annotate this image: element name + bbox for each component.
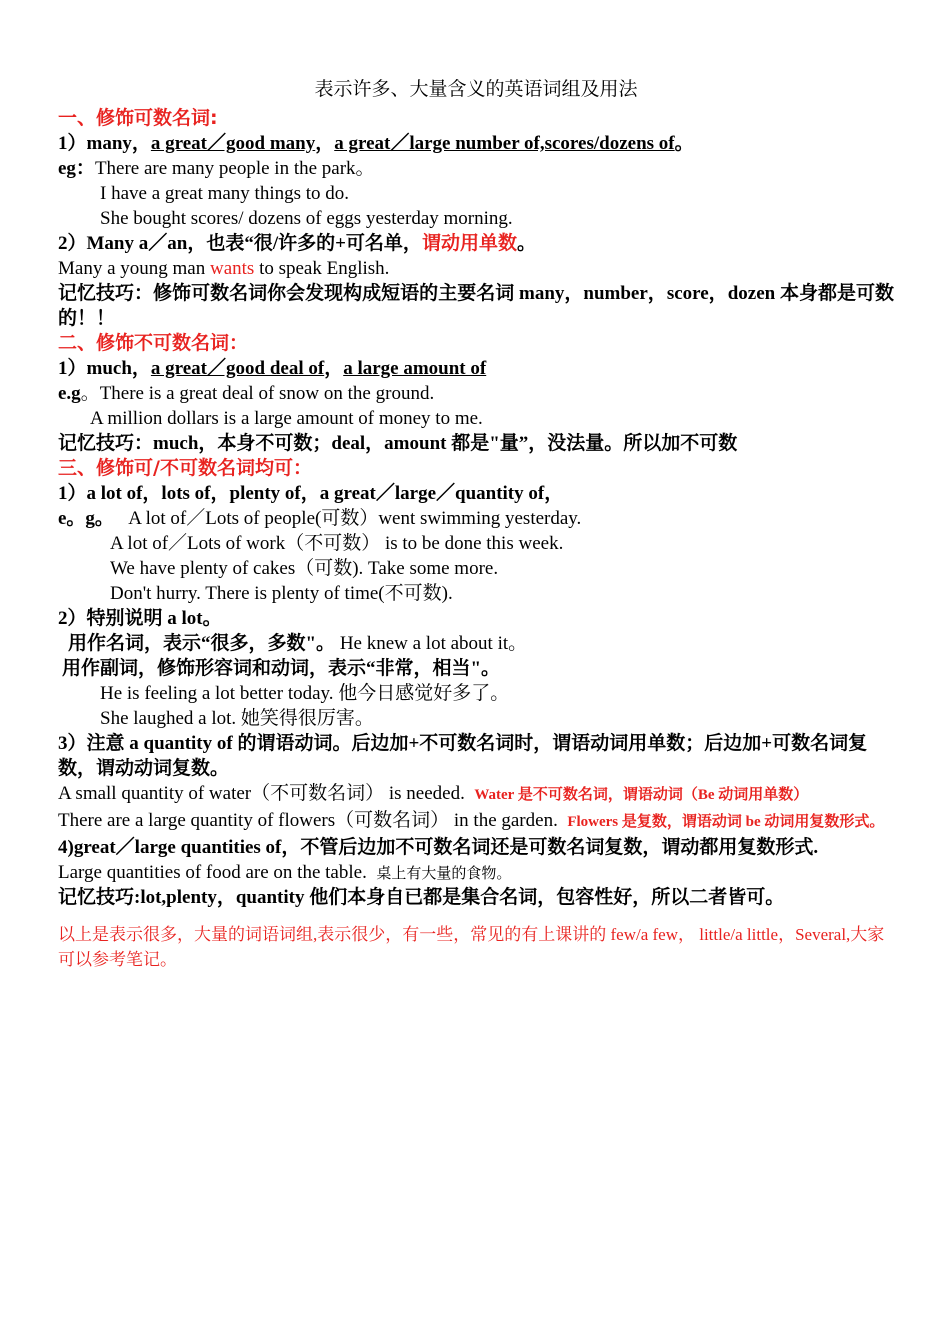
- example-line: Large quantities of food are on the table. 桌上有大量的食物。: [58, 862, 512, 883]
- section-heading-countable: 一、修饰可数名词:: [58, 107, 218, 129]
- example-line: A small quantity of water（不可数名词） is needed. Water 是不可数名词，谓语动词（Be 动词用单数）: [58, 783, 809, 804]
- example-line: A million dollars is a large amount of money to me.: [90, 408, 483, 429]
- memory-tip: 记忆技巧：修饰可数名词你会发现构成短语的主要名词 many，number，score，dozen 本身都是可数的！！: [58, 283, 894, 329]
- footer-note: 以上是表示很多，大量的词语词组,表示很少，有一些，常见的有上课讲的 few/a few， little/a little，Several,大家可以参考笔记。: [58, 925, 885, 969]
- example-note: Water 是不可数名词，谓语动词（Be 动词用单数）: [474, 787, 809, 803]
- spacer: [58, 910, 894, 922]
- example-line: We have plenty of cakes（可数). Take some more.: [110, 558, 499, 579]
- countable-phrases-line: 1）many，a great／good many，a great／large number of,scores/dozens of。: [58, 133, 694, 154]
- example-line: She laughed a lot. 她笑得很厉害。: [100, 708, 374, 729]
- noun-usage-line: 用作名词，表示“很多，多数"。 He knew a lot about it。: [68, 633, 528, 654]
- uncountable-phrases-line: 1）much，a great／good deal of，a large amount of: [58, 358, 487, 379]
- example-label: eg：: [58, 158, 95, 179]
- quantity-rule: 3）注意 a quantity of 的谓语动词。后边加+不可数名词时，谓语动词用单数；后边加+可数名词复数，谓动动词复数。: [58, 733, 868, 779]
- many-a-rule-line: 2）Many a／an，也表“很/许多的+可名单，谓动用单数。: [58, 233, 536, 254]
- example-note: Flowers 是复数，谓语动词 be 动词用复数形式。: [567, 814, 885, 830]
- section-heading-uncountable: 二、修饰不可数名词：: [58, 332, 249, 354]
- section-heading-both: 三、修饰可/不可数名词均可：: [58, 457, 312, 479]
- example-label: e。g。: [58, 508, 114, 529]
- example-line: e.g。There is a great deal of snow on the ground.: [58, 383, 435, 404]
- adverb-usage-line: 用作副词，修饰形容词和动词，表示“非常，相当"。: [62, 658, 501, 679]
- document-page: [58, 74, 894, 972]
- example-line: He is feeling a lot better today. 他今日感觉好多了。: [100, 683, 510, 704]
- example-line: e。g。 A lot of／Lots of people(可数）went swimming yesterday.: [58, 508, 582, 529]
- example-line: There are a large quantity of flowers（可数名词） in the garden. Flowers 是复数，谓语动词 be 动词用复数形式。: [58, 810, 885, 831]
- example-line: eg：There are many people in the park。: [58, 158, 375, 179]
- memory-tip: 记忆技巧：much，本身不可数；deal，amount 都是"量”，没法量。所以加不可数: [58, 433, 738, 454]
- both-phrases-line: 1）a lot of，lots of，plenty of，a great／large／quantity of，: [58, 483, 564, 504]
- a-lot-heading: 2）特别说明 a lot。: [58, 608, 222, 629]
- example-line: A lot of／Lots of work（不可数） is to be done this week.: [110, 533, 564, 554]
- example-label: e.g: [58, 383, 81, 404]
- quantities-rule: 4)great／large quantities of，不管后边加不可数名词还是可数名词复数，谓动都用复数形式.: [58, 837, 819, 858]
- example-line: Don't hurry. There is plenty of time(不可数).: [110, 583, 453, 604]
- example-line: She bought scores/ dozens of eggs yesterday morning.: [100, 208, 513, 229]
- example-line: I have a great many things to do.: [100, 183, 350, 204]
- example-line: Many a young man wants to speak English.: [58, 258, 390, 279]
- memory-tip: 记忆技巧:lot,plenty，quantity 他们本身自已都是集合名词，包容性好，所以二者皆可。: [58, 887, 785, 908]
- document-title: 表示许多、大量含义的英语词组及用法: [314, 78, 638, 100]
